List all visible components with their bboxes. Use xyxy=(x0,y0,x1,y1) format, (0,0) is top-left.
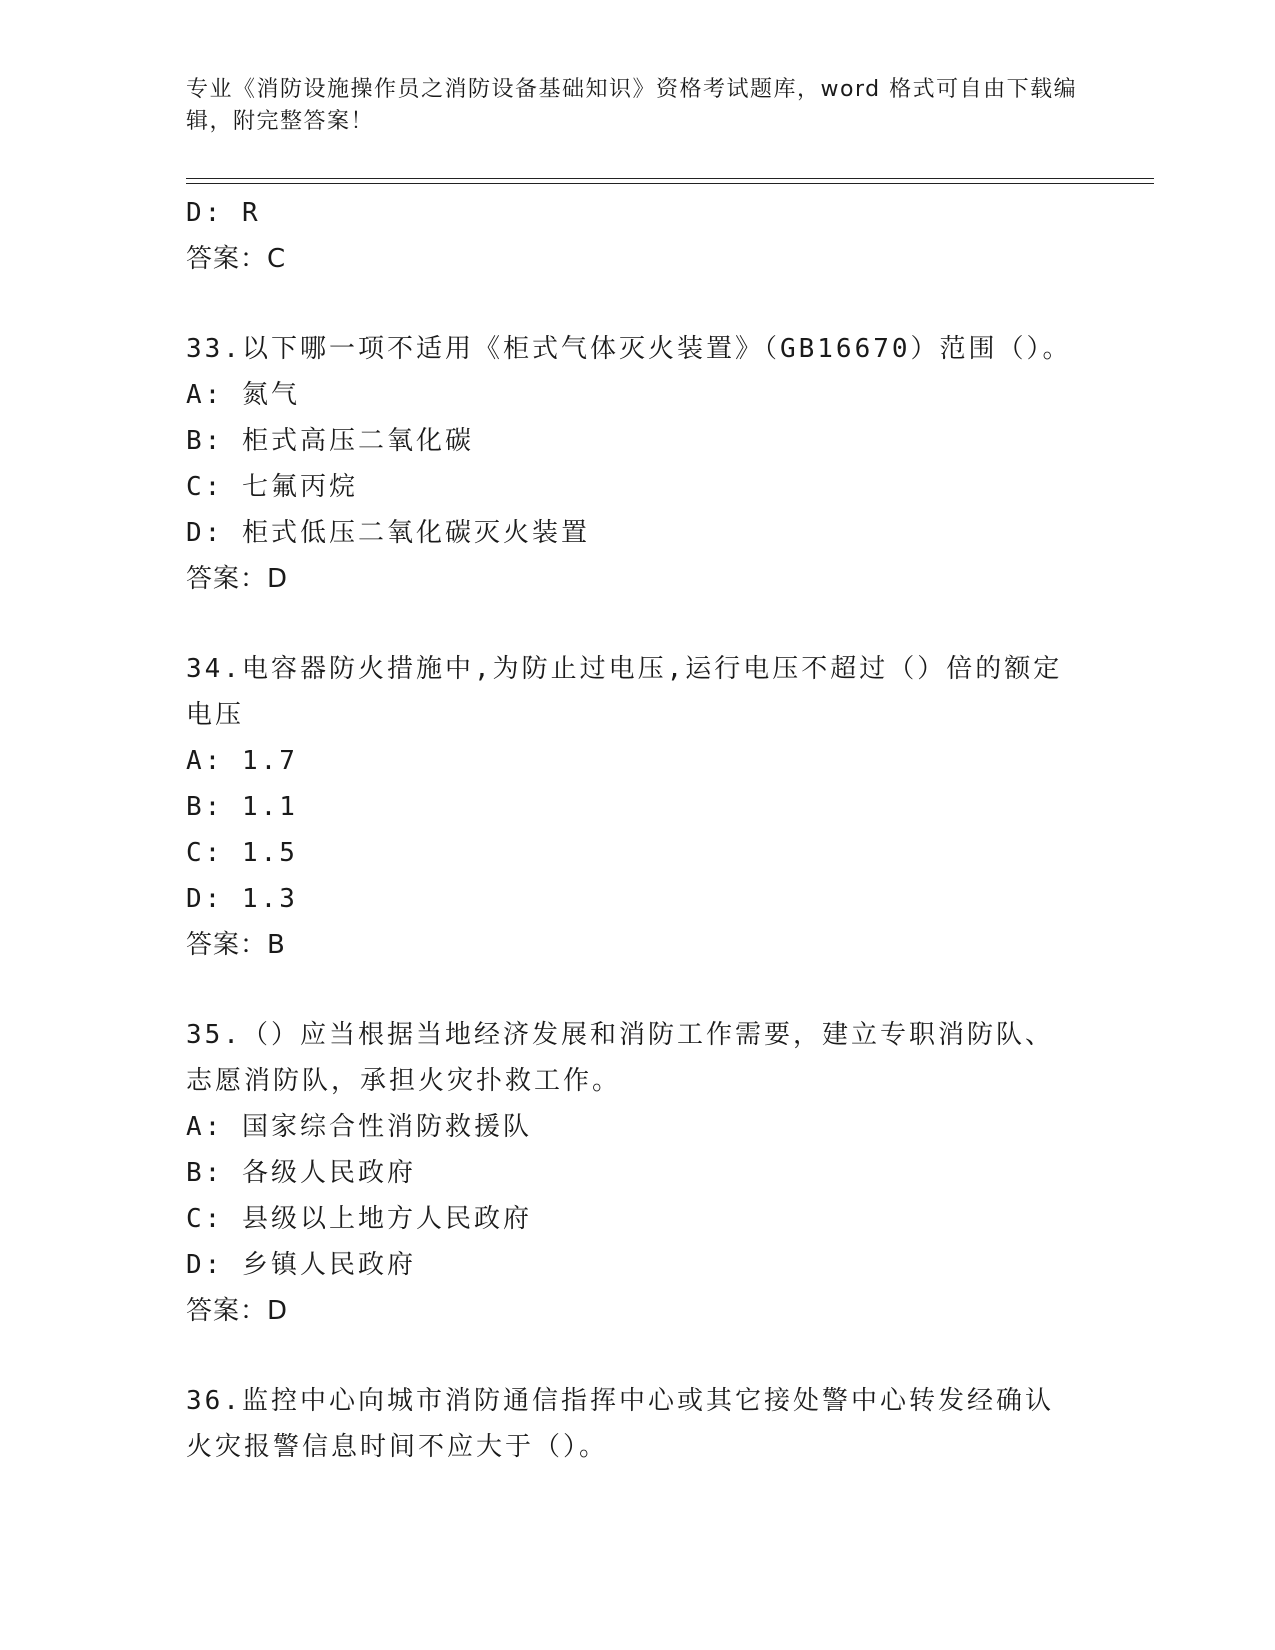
question-text: 34.电容器防火措施中,为防止过电压,运行电压不超过（）倍的额定电压 xyxy=(186,654,1063,730)
option-d: D: 乡镇人民政府 xyxy=(186,1250,416,1280)
question-list xyxy=(186,190,1086,1470)
option-b: B: 柜式高压二氧化碳 xyxy=(186,426,474,456)
answer: 答案：B xyxy=(186,930,286,960)
document-header: 专业《消防设施操作员之消防设备基础知识》资格考试题库，word 格式可自由下载编辑，附完整答案！ xyxy=(186,77,1078,134)
header-divider-top xyxy=(186,178,1154,179)
option-d: D: 1.3 xyxy=(186,884,298,914)
option-c: C: 1.5 xyxy=(186,838,298,868)
question-text: 36.监控中心向城市消防通信指挥中心或其它接处警中心转发经确认火灾报警信息时间不应大于（）。 xyxy=(186,1386,1054,1462)
answer: 答案：D xyxy=(186,1296,289,1326)
answer: 答案：D xyxy=(186,564,289,594)
question-text: 33.以下哪一项不适用《柜式气体灭火装置》（GB16670）范围（）。 xyxy=(186,334,1072,364)
option-b: B: 各级人民政府 xyxy=(186,1158,416,1188)
option-d: D: R xyxy=(186,198,261,228)
option-d: D: 柜式低压二氧化碳灭火装置 xyxy=(186,518,590,548)
question-text: 35.（）应当根据当地经济发展和消防工作需要，建立专职消防队、志愿消防队，承担火灾扑救工作。 xyxy=(186,1020,1054,1096)
option-a: A: 国家综合性消防救援队 xyxy=(186,1112,532,1142)
option-c: C: 县级以上地方人民政府 xyxy=(186,1204,532,1234)
option-a: A: 1.7 xyxy=(186,746,298,776)
option-b: B: 1.1 xyxy=(186,792,298,822)
answer: 答案：C xyxy=(186,244,287,274)
option-c: C: 七氟丙烷 xyxy=(186,472,358,502)
header-divider-bottom xyxy=(186,183,1154,184)
option-a: A: 氮气 xyxy=(186,380,300,410)
